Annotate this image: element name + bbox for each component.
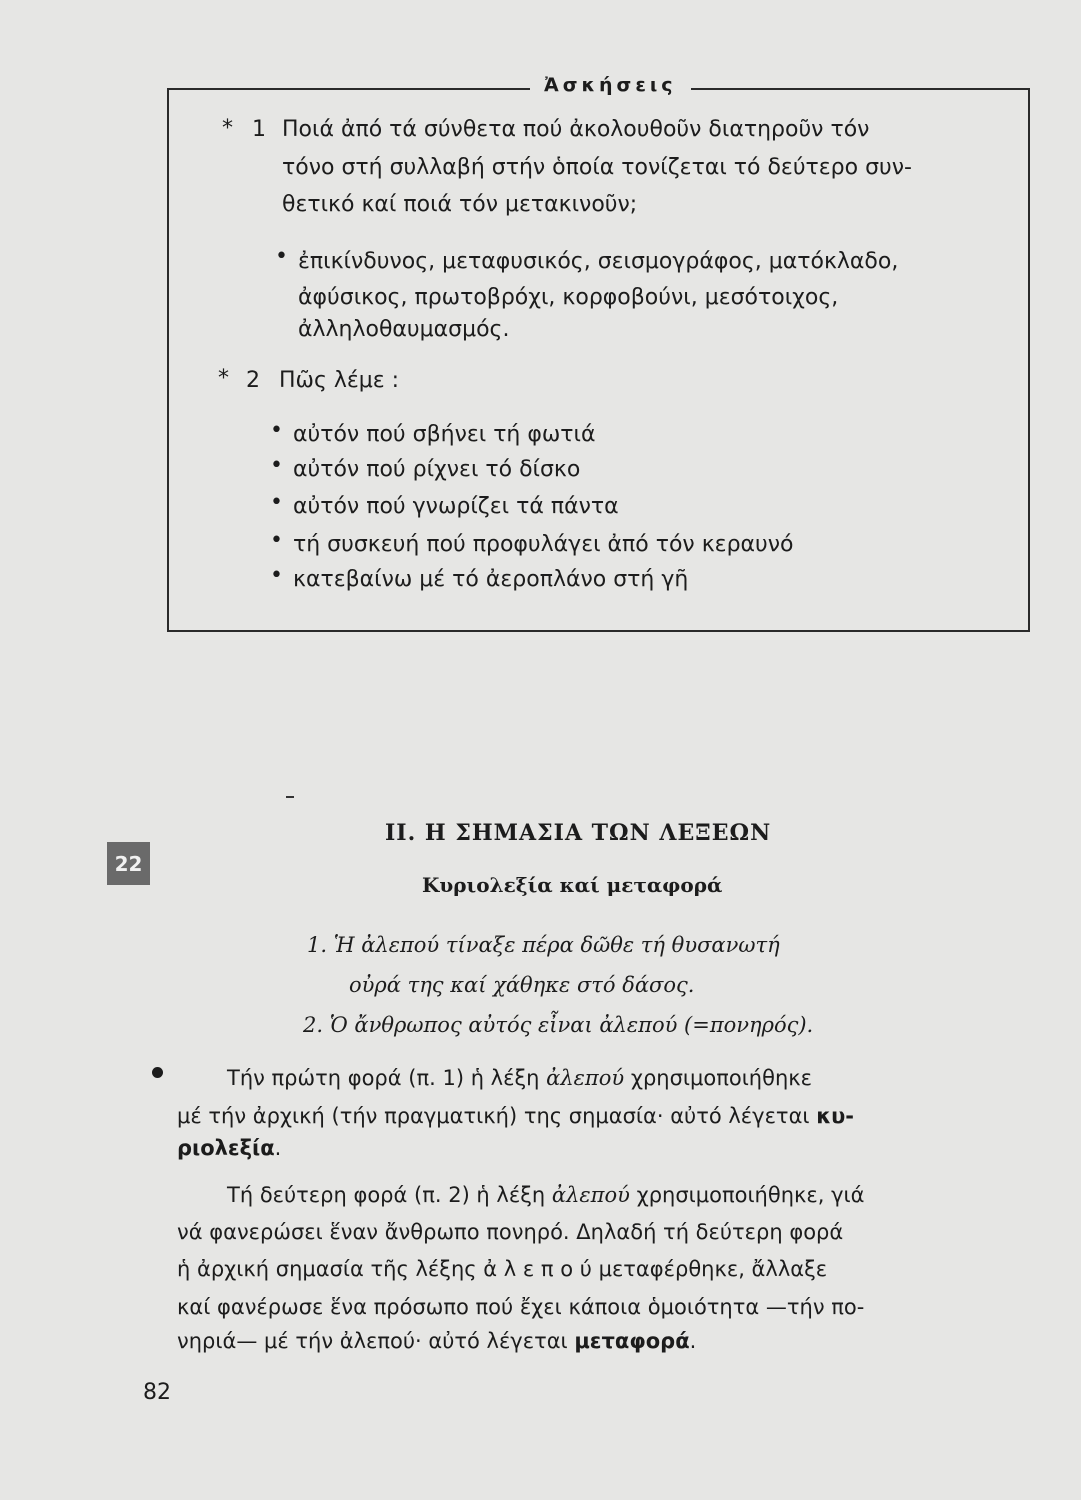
exercises-heading: Ἀσκήσεις (530, 74, 691, 96)
exercise-2-item-1: αὐτόν πού σβήνει τή φωτιά (293, 422, 596, 447)
exercise-2-prompt: Πῶς λέμε : (279, 368, 400, 393)
exercise-1-star: * (222, 116, 233, 141)
bullet: • (275, 244, 288, 269)
bullet: • (270, 563, 283, 588)
exercise-2-item-4: τή συσκευή πού προφυλάγει ἀπό τόν κεραυνό (293, 532, 794, 557)
paragraph-2-line-2: νά φανερώσει ἕναν ἄνθρωπο πονηρό. Δηλαδή τή δεύτερη φορά (177, 1220, 844, 1244)
example-2: 2. Ὁ ἄνθρωπος αὐτός εἶναι ἀλεπού (=πονηρός). (303, 1013, 814, 1037)
example-1-line-1: 1. Ἡ ἀλεπού τίναξε πέρα δῶθε τή θυσανωτή (307, 933, 780, 957)
exercise-1-number: 1 (252, 117, 266, 142)
exercise-1-line-1: Ποιά ἀπό τά σύνθετα πού ἀκολουθοῦν διατηροῦν τόν (282, 117, 870, 142)
bullet: • (270, 453, 283, 478)
paragraph-1-line-3: ριολεξία. (177, 1136, 282, 1160)
section-subtitle: Κυριολεξία καί μεταφορά (422, 873, 723, 897)
stray-mark (286, 796, 294, 798)
page-number: 82 (143, 1380, 171, 1405)
paragraph-2-line-1: Τή δεύτερη φορά (π. 2) ἡ λέξη ἀλεπού χρησιμοποιήθηκε, γιά (227, 1183, 865, 1207)
paragraph-2-line-4: καί φανέρωσε ἕνα πρόσωπο πού ἔχει κάποια ὁμοιότητα —τήν πο- (177, 1295, 865, 1319)
bullet: • (270, 418, 283, 443)
bullet: • (270, 490, 283, 515)
exercise-1-words-1: ἐπικίνδυνος, μεταφυσικός, σεισμογράφος, ματόκλαδο, (298, 249, 899, 274)
exercise-1-line-2: τόνο στή συλλαβή στήν ὁποία τονίζεται τό δεύτερο συν- (282, 155, 912, 180)
paragraph-2-line-3: ἡ ἀρχική σημασία τῆς λέξης ἀ λ ε π ο ύ μεταφέρθηκε, ἄλλαξε (177, 1257, 828, 1281)
bullet-dot-icon (152, 1067, 163, 1078)
exercise-2-item-3: αὐτόν πού γνωρίζει τά πάντα (293, 494, 619, 519)
chapter-tab: 22 (107, 842, 150, 885)
exercise-2-item-2: αὐτόν πού ρίχνει τό δίσκο (293, 457, 581, 482)
exercise-2-item-5: κατεβαίνω μέ τό ἀεροπλάνο στή γῆ (293, 567, 689, 592)
exercise-2-number: 2 (246, 368, 260, 393)
example-1-line-2: οὐρά της καί χάθηκε στό δάσος. (349, 973, 695, 997)
paragraph-2-line-5: νηριά— μέ τήν ἀλεπού· αὐτό λέγεται μεταφορά. (177, 1329, 697, 1353)
paragraph-1-line-1: Τήν πρώτη φορά (π. 1) ἡ λέξη ἀλεπού χρησιμοποιήθηκε (227, 1066, 813, 1090)
bullet: • (270, 528, 283, 553)
exercise-1-words-2: ἀφύσικος, πρωτοβρόχι, κορφοβούνι, μεσότοιχος, (298, 285, 839, 310)
exercise-2-star: * (218, 366, 229, 391)
section-title: II. Η ΣΗΜΑΣΙΑ ΤΩΝ ΛΕΞΕΩΝ (385, 820, 772, 846)
exercise-1-words-3: ἀλληλοθαυμασμός. (298, 317, 510, 342)
exercise-1-line-3: θετικό καί ποιά τόν μετακινοῦν; (282, 192, 638, 217)
paragraph-1-line-2: μέ τήν ἀρχική (τήν πραγματική) της σημασία· αὐτό λέγεται κυ- (177, 1104, 855, 1128)
